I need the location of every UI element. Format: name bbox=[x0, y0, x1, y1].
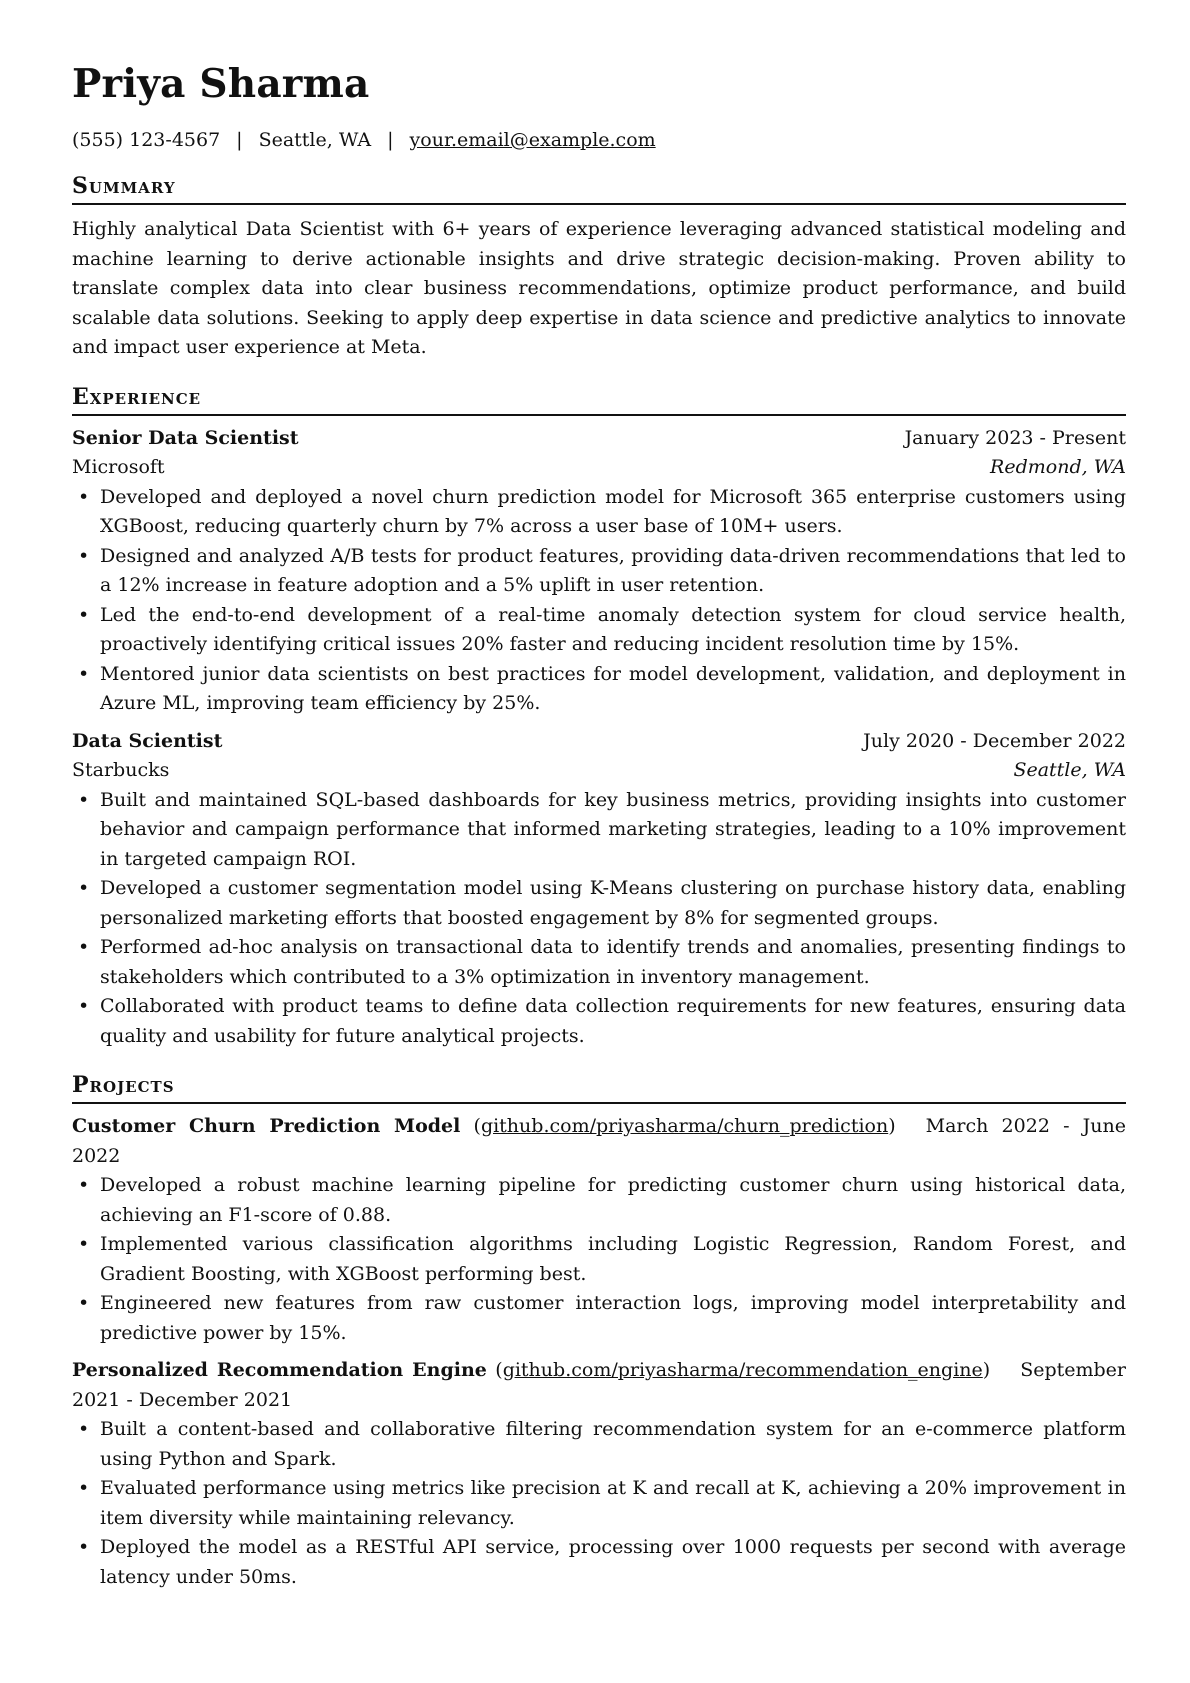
phone-number: (555) 123-4567 bbox=[72, 129, 221, 151]
job-bullets bbox=[72, 483, 1126, 719]
bullet-item: • Designed and analyzed A/B tests for product features, providing data-driven recommendations that led to a 12% increase in feature adoption and a 5% uplift in user retention. bbox=[72, 542, 1126, 601]
bullet-item: • Developed a customer segmentation model using K-Means clustering on purchase history data, enabling personalized marketing efforts that boosted engagement by 8% for segmented groups. bbox=[72, 874, 1126, 933]
bullet-item: • Led the end-to-end development of a real-time anomaly detection system for cloud service health, proactively identifying critical issues 20% faster and reducing incident resolution time by 15%. bbox=[72, 601, 1126, 660]
contact-separator: | bbox=[387, 129, 394, 151]
projects-section bbox=[72, 1071, 1126, 1592]
location-text: Seattle, WA bbox=[258, 129, 372, 151]
project-bullets bbox=[72, 1415, 1126, 1592]
project-dates: March 2022 - June 2022 bbox=[72, 1115, 1127, 1167]
bullet-item: • Implemented various classification algorithms including Logistic Regression, Random Forest, and Gradient Boosting, with XGBoost performing best. bbox=[72, 1230, 1126, 1289]
bullet-item: • Mentored junior data scientists on best practices for model development, validation, and deployment in Azure ML, improving team efficiency by 25%. bbox=[72, 660, 1126, 719]
section-title-experience: Experience bbox=[72, 383, 1126, 416]
bullet-item: • Developed a robust machine learning pipeline for predicting customer churn using historical data, achieving an F1-score of 0.88. bbox=[72, 1171, 1126, 1230]
bullet-item: • Built a content-based and collaborative filtering recommendation system for an e-commerce platform using Python and Spark. bbox=[72, 1415, 1126, 1474]
job-location: Seattle, WA bbox=[1013, 759, 1126, 781]
job-entry bbox=[72, 424, 1126, 719]
project-header: Customer Churn Prediction Model (github.com/priyasharma/churn_prediction) March 2022 - June 2022 bbox=[72, 1115, 1127, 1167]
contact-line bbox=[72, 128, 1126, 152]
project-entry bbox=[72, 1356, 1126, 1592]
job-company: Starbucks bbox=[72, 759, 170, 781]
bullet-item: • Evaluated performance using metrics like precision at K and recall at K, achieving a 20% improvement in item diversity while maintaining relevancy. bbox=[72, 1474, 1126, 1533]
bullet-item: • Performed ad-hoc analysis on transactional data to identify trends and anomalies, presenting findings to stakeholders which contributed to a 3% optimization in inventory management. bbox=[72, 933, 1126, 992]
experience-section bbox=[72, 383, 1126, 1052]
bullet-item: • Built and maintained SQL-based dashboards for key business metrics, providing insights into customer behavior and campaign performance that informed marketing strategies, leading to a 10% improvement in targeted campaign ROI. bbox=[72, 786, 1126, 875]
job-entry bbox=[72, 727, 1126, 1052]
project-link[interactable]: github.com/priyasharma/churn_prediction bbox=[480, 1115, 889, 1137]
project-name: Personalized Recommendation Engine bbox=[72, 1359, 487, 1381]
project-header: Personalized Recommendation Engine (github.com/priyasharma/recommendation_engine) September 2021 - December 2021 bbox=[72, 1359, 1126, 1411]
section-title-projects: Projects bbox=[72, 1071, 1126, 1104]
project-dates: September 2021 - December 2021 bbox=[72, 1359, 1126, 1411]
project-bullets bbox=[72, 1171, 1126, 1348]
bullet-item: • Developed and deployed a novel churn prediction model for Microsoft 365 enterprise customers using XGBoost, reducing quarterly churn by 7% across a user base of 10M+ users. bbox=[72, 483, 1126, 542]
job-dates: January 2023 - Present bbox=[904, 426, 1126, 449]
project-link[interactable]: github.com/priyasharma/recommendation_engine bbox=[502, 1359, 983, 1381]
section-title-summary: Summary bbox=[72, 172, 1126, 205]
resume-page bbox=[72, 60, 1126, 1592]
job-role: Senior Data Scientist bbox=[72, 426, 299, 449]
bullet-item: • Collaborated with product teams to define data collection requirements for new features, ensuring data quality and usability for future analytical projects. bbox=[72, 992, 1126, 1051]
email-link[interactable]: your.email@example.com bbox=[409, 129, 656, 151]
bullet-item: • Deployed the model as a RESTful API service, processing over 1000 requests per second with average latency under 50ms. bbox=[72, 1533, 1126, 1592]
job-role: Data Scientist bbox=[72, 729, 223, 752]
job-company: Microsoft bbox=[72, 456, 165, 478]
job-dates: July 2020 - December 2022 bbox=[863, 729, 1126, 752]
project-entry bbox=[72, 1112, 1126, 1348]
job-location: Redmond, WA bbox=[990, 456, 1126, 478]
summary-section bbox=[72, 172, 1126, 363]
project-name: Customer Churn Prediction Model bbox=[72, 1115, 461, 1137]
summary-text: Highly analytical Data Scientist with 6+ years of experience leveraging advanced statistical modeling and machine learning to derive actionable insights and drive strategic decision-making. Proven ability to translate complex data into clear business recommendations, optimize product performance, and build scalable data solutions. Seeking to apply deep expertise in data science and predictive analytics to innovate and impact user experience at Meta. bbox=[72, 218, 1126, 358]
bullet-item: • Engineered new features from raw customer interaction logs, improving model interpretability and predictive power by 15%. bbox=[72, 1289, 1126, 1348]
candidate-name: Priya Sharma bbox=[72, 61, 370, 107]
job-bullets bbox=[72, 786, 1126, 1052]
contact-separator: | bbox=[236, 129, 243, 151]
